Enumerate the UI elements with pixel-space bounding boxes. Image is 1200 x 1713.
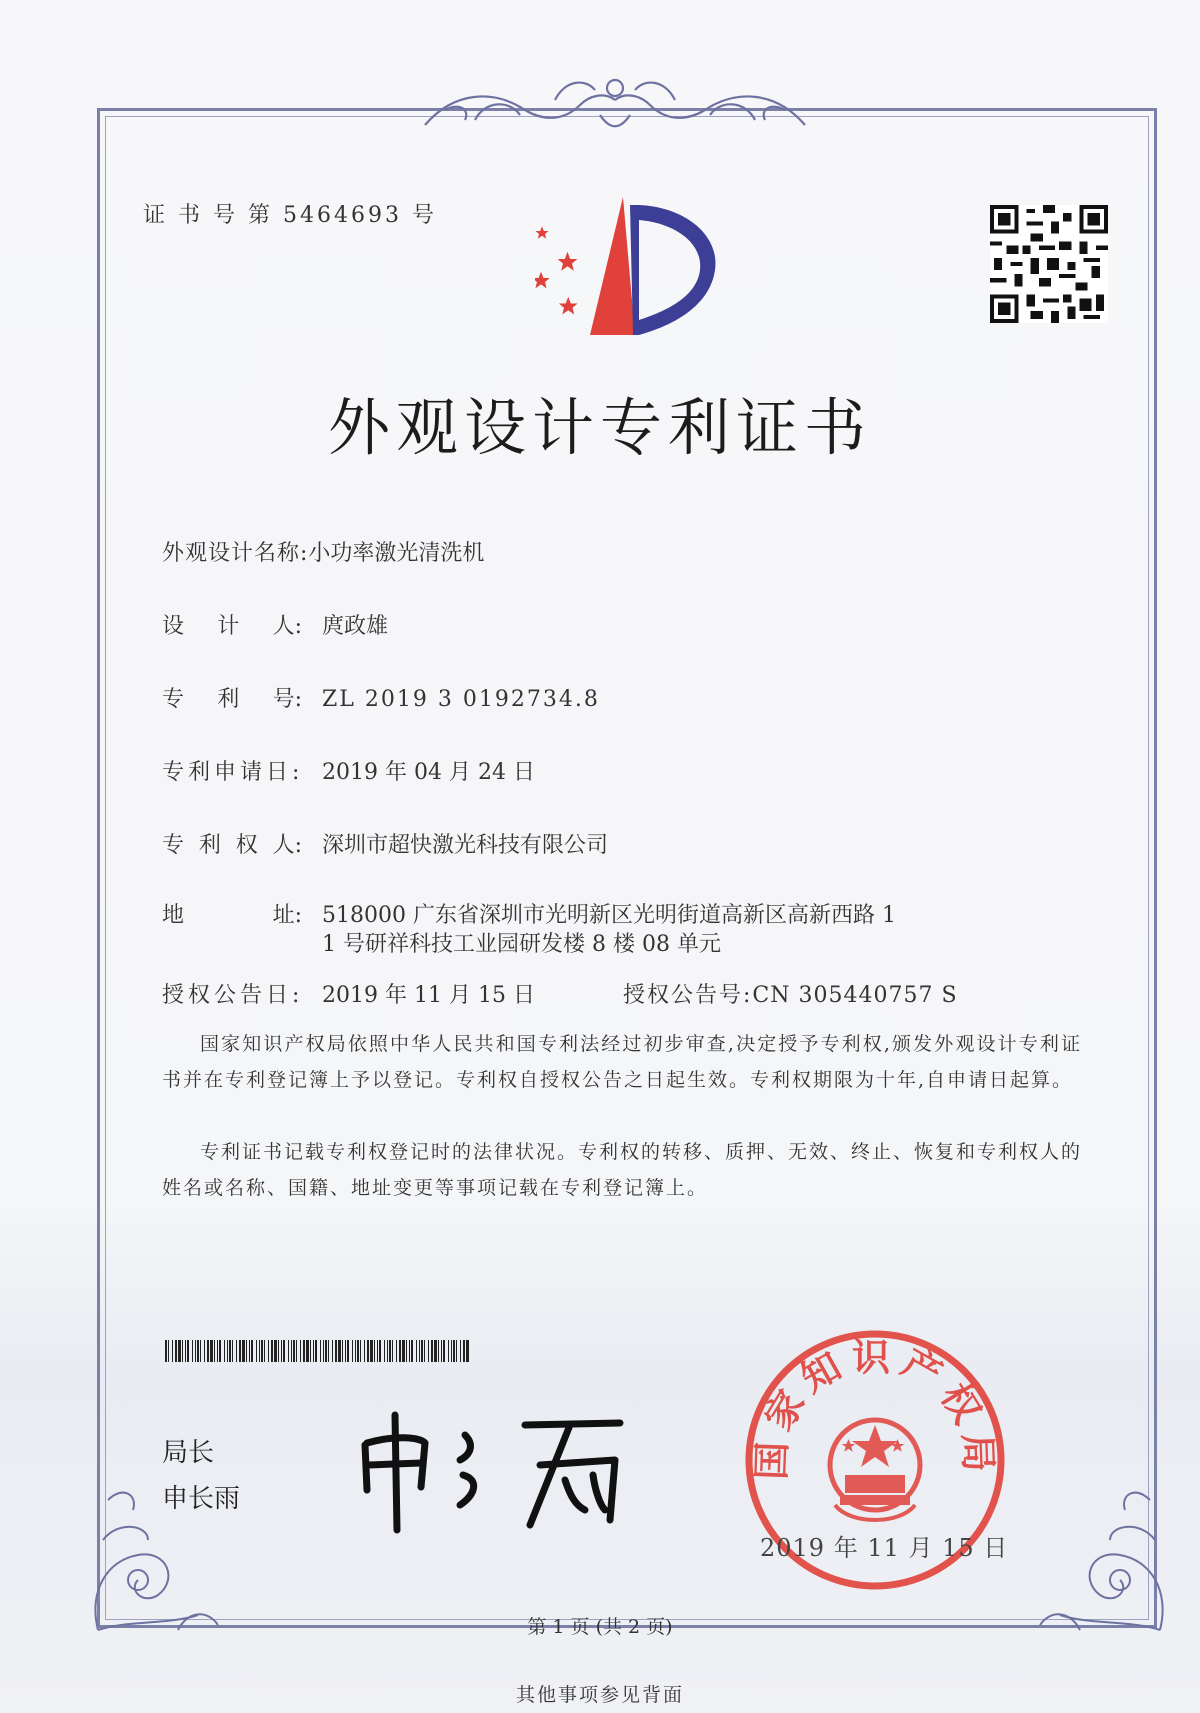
certificate-number: 证 书 号 第 5464693 号 [143,203,437,228]
field-label [162,828,302,859]
field-value: 深圳市超快激光科技有限公司 [322,833,609,858]
barcode [165,1340,470,1362]
label-char: 权 [235,833,258,858]
certificate-title: 外观设计专利证书 [327,391,872,464]
paragraph-legal-status: 专利证书记载专利权登记时的法律状况。专利权的转移、质押、无效、终止、恢复和专利权人的姓名或名称、国籍、地址变更等事项记载在专利登记簿上。 [162,1141,1083,1199]
field-patentee [162,828,608,859]
label-char: 人: [272,833,302,858]
label-char: 专 [162,687,185,712]
field-designer [162,609,388,640]
field-grant-number [623,978,958,1009]
field-label [162,609,302,640]
field-value: 2019 年 04 月 24 日 [322,760,535,785]
field-value: 小功率激光清洗机 [308,541,485,566]
cnipa-logo [535,195,725,345]
qr-code [990,205,1108,323]
label-char: 专 [162,833,185,858]
field-label [162,682,302,713]
field-value: 518000 广东省深圳市光明新区光明街道高新区高新西路 1 [322,903,896,928]
director-name: 申长雨 [162,1484,241,1514]
field-value: 庹政雄 [322,614,389,639]
label-char: 利 [217,687,240,712]
page-number: 第 1 页 (共 2 页) [527,1616,673,1638]
bottom-right-ornament [1030,1440,1180,1640]
svg-text:国家知识产权局: 国家知识产权局 [749,1335,1001,1481]
footer-note: 其他事项参见背面 [515,1684,684,1706]
top-ornament [415,70,815,140]
label-char: 利 [198,833,221,858]
field-design-name [162,536,484,567]
field-patent-number [162,682,600,713]
field-address-line2: 1 号研祥科技工业园研发楼 8 楼 08 单元 [322,932,721,957]
field-label: 外观设计名称: [162,541,309,566]
field-value: 2019 年 11 月 15 日 [322,983,535,1008]
label-char: 计 [217,614,240,639]
director-title: 局长 [162,1438,215,1468]
field-value: ZL 2019 3 0192734.8 [322,687,600,712]
field-application-date [162,755,535,786]
label-char: 人: [272,614,302,639]
field-address [162,898,896,929]
bottom-left-ornament [78,1440,228,1640]
label-char: 地 [162,903,185,928]
field-label [162,898,302,929]
field-label: 专利申请日: [162,760,304,785]
director-signature [355,1395,635,1535]
label-char: 设 [162,614,185,639]
label-char: 址: [272,903,302,928]
field-value: CN 305440757 S [752,983,958,1008]
paragraph-grant-statement: 国家知识产权局依照中华人民共和国专利法经过初步审查,决定授予专利权,颁发外观设计专利证书并在专利登记簿上予以登记。专利权自授权公告之日起生效。专利权期限为十年,自申请日起算。 [162,1033,1082,1091]
label-char: 号: [272,687,302,712]
field-grant-date [162,978,535,1009]
seal-date: 2019 年 11 月 15 日 [760,1534,1009,1562]
field-label: 授权公告号: [623,983,753,1008]
field-label: 授权公告日: [162,983,304,1008]
